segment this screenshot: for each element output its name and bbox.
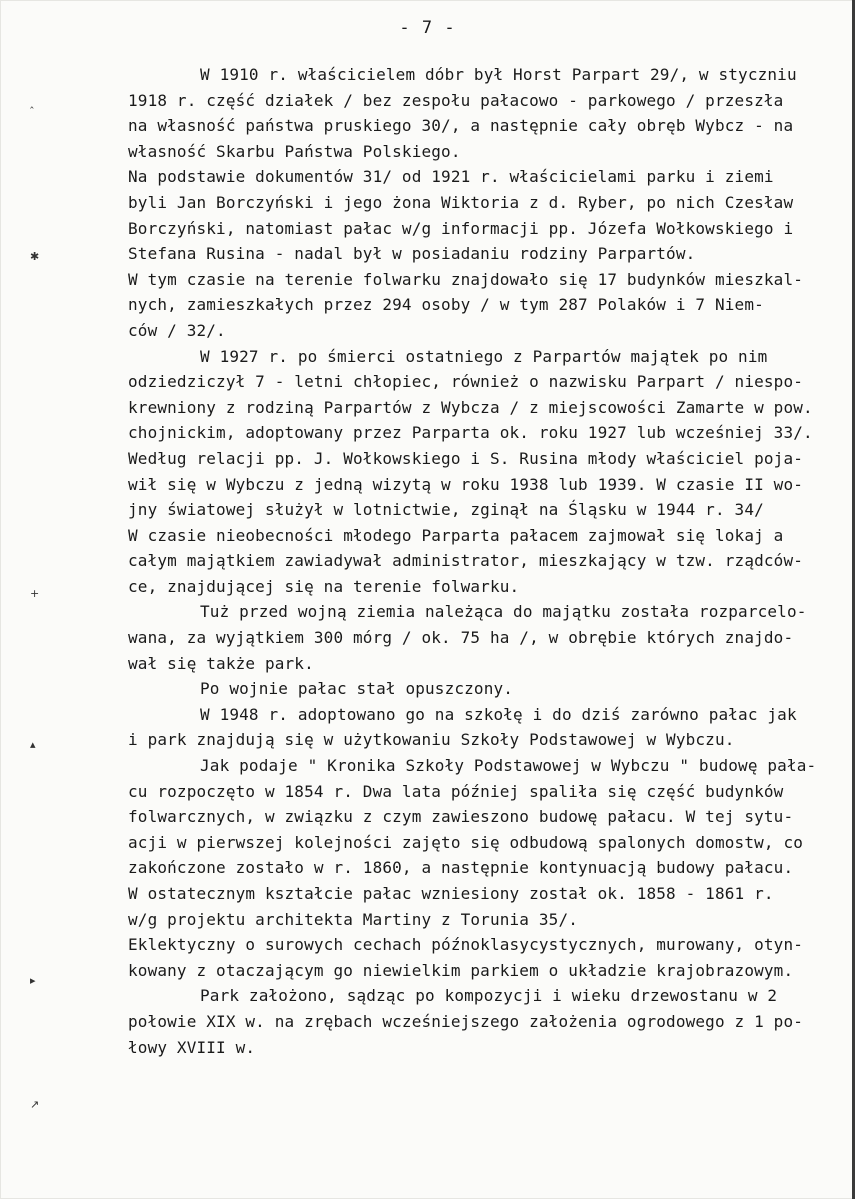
text-line: byli Jan Borczyński i jego żona Wiktoria z d. Ryber, po nich Czesław (128, 192, 794, 212)
text-line: Jak podaje " Kronika Szkoły Podstawowej w Wybczu " budowę pała- (200, 756, 817, 776)
text-line: połowie XIX w. na zrębach wcześniejszego założenia ogrodowego z 1 po- (128, 1011, 804, 1031)
margin-mark: + (30, 587, 40, 600)
text-line: na własność państwa pruskiego 30/, a następnie cały obręb Wybcz - na (128, 116, 794, 136)
text-line: ców / 32/. (128, 320, 226, 340)
text-line: kowany z otaczającym go niewielkim parkiem o układzie krajobrazowym. (128, 960, 794, 980)
margin-mark: ✱ (30, 250, 40, 263)
text-line: W 1910 r. właścicielem dóbr był Horst Parpart 29/, w styczniu (200, 65, 797, 84)
text-line: acji w pierwszej kolejności zajęto się odbudową spalonych domostw, co (128, 832, 804, 852)
margin-mark: ▴ (30, 738, 36, 751)
text-line: folwarcznych, w związku z czym zawieszono budowę pałacu. W tej sytu- (128, 807, 794, 827)
text-line: jny światowej służył w lotnictwie, zginął na Śląsku w 1944 r. 34/ (128, 500, 764, 520)
document-body (128, 62, 848, 1060)
text-line: wał się także park. (128, 653, 314, 673)
text-line: krewniony z rodziną Parpartów z Wybcza / z miejscowości Zamarte w pow. (128, 397, 813, 417)
text-line: W 1927 r. po śmierci ostatniego z Parpartów majątek po nim (200, 346, 768, 366)
margin-mark: ↗ (30, 1098, 40, 1111)
text-line: odziedziczył 7 - letni chłopiec, również o nazwisku Parpart / niespo- (128, 372, 804, 392)
text-line: nych, zamieszkałych przez 294 osoby / w tym 287 Polaków i 7 Niem- (128, 295, 764, 315)
margin-mark: ‸ (30, 96, 34, 109)
text-line: Borczyński, natomiast pałac w/g informacji pp. Józefa Wołkowskiego i (128, 218, 794, 238)
text-line: zakończone zostało w r. 1860, a następnie kontynuacją budowy pałacu. (128, 858, 794, 878)
text-line: Stefana Rusina - nadal był w posiadaniu rodziny Parpartów. (128, 244, 696, 264)
text-line: całym majątkiem zawiadywał administrator, mieszkający w tzw. rządców- (128, 551, 804, 571)
text-line: wana, za wyjątkiem 300 mórg / ok. 75 ha /, w obrębie których znajdo- (128, 628, 794, 648)
text-line: Według relacji pp. J. Wołkowskiego i S. Rusina młody właściciel poja- (128, 448, 804, 468)
text-line: Tuż przed wojną ziemia należąca do majątku została rozparcelo- (200, 602, 807, 622)
text-line: W 1948 r. adoptowano go na szkołę i do dziś zarówno pałac jak (200, 704, 797, 724)
text-line: własność Skarbu Państwa Polskiego. (128, 141, 461, 161)
margin-mark: ▸ (30, 974, 36, 987)
text-line: Na podstawie dokumentów 31/ od 1921 r. właścicielami parku i ziemi (128, 167, 774, 187)
text-line: w/g projektu architekta Martiny z Torunia 35/. (128, 909, 579, 929)
text-line: Park założono, sądząc po kompozycji i wieku drzewostanu w 2 (200, 986, 778, 1006)
text-line: 1918 r. część działek / bez zespołu pałacowo - parkowego / przeszła (128, 90, 784, 110)
text-line: cu rozpoczęto w 1854 r. Dwa lata później spaliła się część budynków (128, 781, 784, 801)
page-number: - 7 - (399, 18, 456, 38)
text-line: ce, znajdującej się na terenie folwarku. (128, 576, 520, 596)
text-line: W ostatecznym kształcie pałac wzniesiony został ok. 1858 - 1861 r. (128, 884, 774, 903)
text-line: Eklektyczny o surowych cechach późnoklasycystycznych, murowany, otyn- (128, 935, 804, 955)
text-line: chojnickim, adoptowany przez Parparta ok. roku 1927 lub wcześniej 33/. (128, 423, 813, 443)
text-line: Po wojnie pałac stał opuszczony. (200, 679, 514, 699)
text-line: W tym czasie na terenie folwarku znajdowało się 17 budynków mieszkal- (128, 269, 804, 289)
text-line: łowy XVIII w. (128, 1037, 256, 1057)
text-line: W czasie nieobecności młodego Parparta pałacem zajmował się lokaj a (128, 525, 784, 545)
text-line: wił się w Wybczu z jedną wizytą w roku 1938 lub 1939. W czasie II wo- (128, 474, 804, 494)
text-line: i park znajdują się w użytkowaniu Szkoły Podstawowej w Wybczu. (128, 730, 735, 750)
